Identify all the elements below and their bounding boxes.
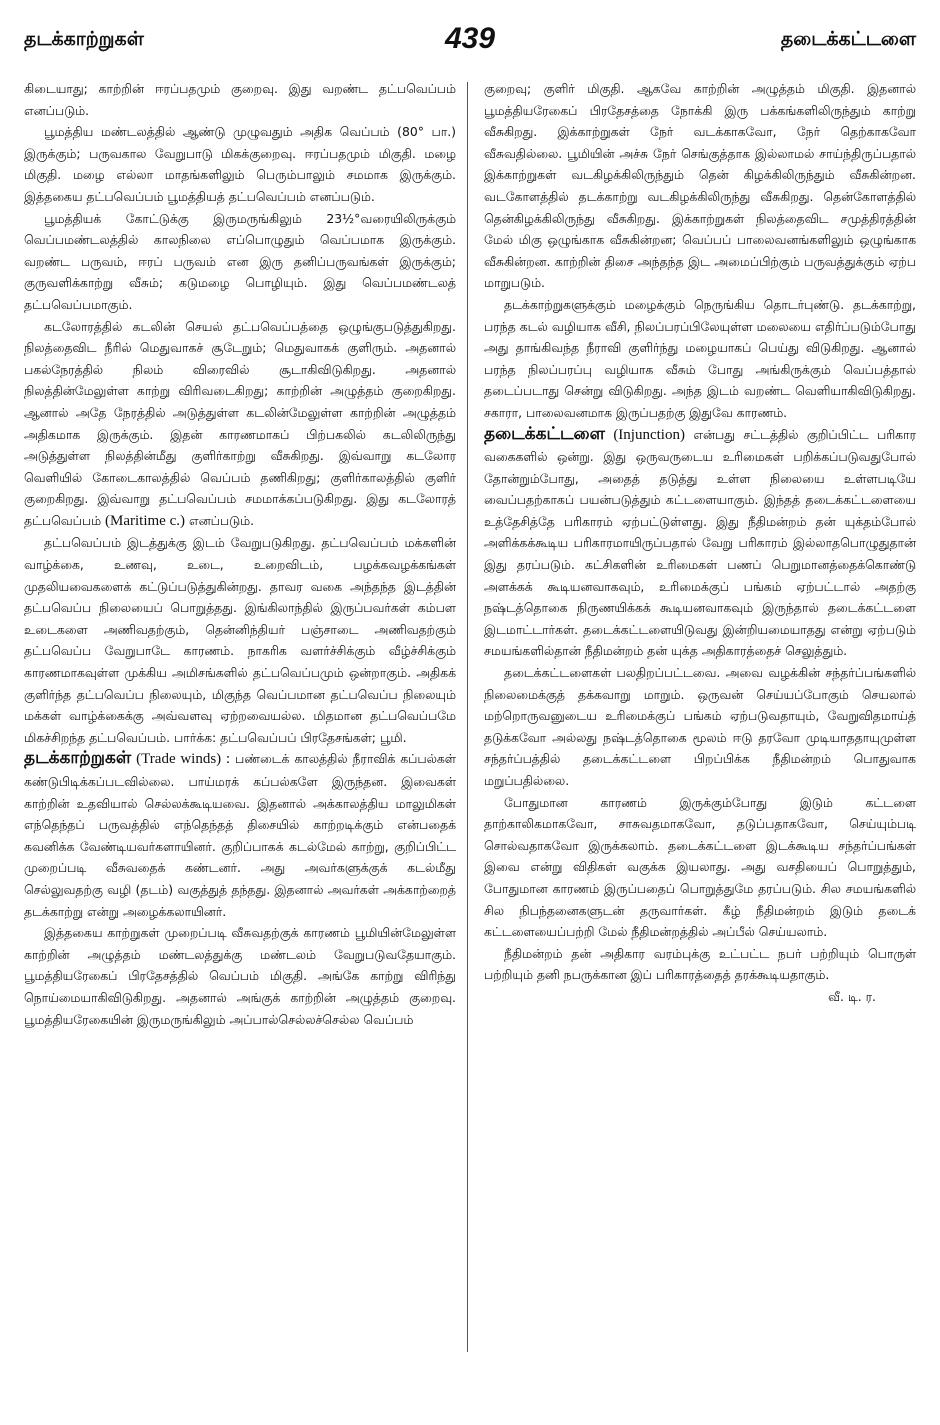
paragraph: தடக்காற்றுகளுக்கும் மழைக்கும் நெருங்கிய தொடர்புண்டு. தடக்காற்று, பரந்த கடல் வழியாக வீசி, நிலப்பரப்பிலேயுள்ள மலையை எதிர்ப்படும்போது அது தாங்கிவந்த நீராவி குளிர்ந்து மழையாகப் பெய்து விடுகிறது. ஆனால் பரந்த நிலப்பரப்பு வழியாக வீசும் போது அங்கிருக்கும் வெப்பத்தால் தடைப்படாது சென்று விடுகிறது. அந்த இடம் வறண்ட வெளியாகிவிடுகிறது. சகாரா, பாலைவனமாக இருப்பதற்கு இதுவே காரணம்.: [484, 296, 916, 420]
paragraph: போதுமான காரணம் இருக்கும்போது இடும் கட்டளை தாற்காலிகமாகவோ, சாசுவதமாகவோ, தடுப்பதாகவோ, செய்யும்படி சொல்வதாகவோ இருக்கலாம். தடைக்கட்டளை இடக்கூடிய சந்தர்ப்பங்கள் இவை என்று விதிகள் வகுக்க இயலாது. அது வசதியைப் பொறுத்தும், போதுமான காரணம் இருப்பதைப் பொறுத்துமே தரப்படும். சில சமயங்களில் சில நிபந்தனைகளுடன் தருவார்கள். கீழ் நீதிமன்றம் இடும் தடைக் கட்டளையைப்பற்றி மேல் நீதிமன்றத்தில் அப்பீல் செய்யலாம்.: [484, 794, 916, 940]
paragraph-text: பண்டைக் காலத்தில் நீராவிக் கப்பல்கள் கண்டுபிடிக்கப்படவில்லை. பாய்மரக் கப்பல்களே இருந்தன. இவைகள் காற்றின் உதவியால் செல்லக்கூடியவை. இதனால் அக்காலத்திய மாலுமிகள் எந்தெந்தப் பருவத்தில் எந்தெந்தத் திசையில் காற்றடிக்கும் என்பதைக் கவனிக்க வேண்டியவர்களாயினர். குறிப்பாகக் கடல்மேல் காற்று, குறிப்பிட்ட முறைப்படி வீசுவதைக் கண்டனர். அது அவர்களுக்குக் கடல்மீது செல்லுவதற்கு வழி (தடம்) வகுத்துத் தந்தது. இதனால் அவர்கள் அக்காற்றைத் தடக்காற்று என்று அழைக்கலாயினர்.: [24, 751, 456, 919]
paragraph: பூமத்தியக் கோட்டுக்கு இருமருங்கிலும் 23½°வரையிலிருக்கும் வெப்பமண்டலத்தில் காலநிலை எப்பொழுதும் வெப்பமாக இருக்கும். வறண்ட பருவம், ஈரப் பருவம் என இரு தனிப்பருவங்கள் இருக்கும்; குருவளிக்காற்று வீசும்; கடுமழை பொழியும். இது வெப்பமண்டலத் தட்பவெப்பமாகும்.: [24, 210, 456, 312]
page-number: 439: [444, 22, 496, 55]
entry-headword: தடக்காற்றுகள்: [24, 748, 132, 769]
paragraph: பூமத்திய மண்டலத்தில் ஆண்டு முழுவதும் அதிக வெப்பம் (80° பா.) இருக்கும்; பருவகால வேறுபாடு மிகக்குறைவு. ஈரப்பதமும் மிகுதி. மழை மிகுதி. மழை எல்லா மாதங்களிலும் பெரும்பாலும் சமமாக இருக்கும். இத்தகைய தட்பவெப்பம் பூமத்தியத் தட்பவெப்பம் எனப்படும்.: [24, 124, 456, 204]
entry-paragraph: [484, 424, 916, 663]
paragraph: இத்தகைய காற்றுகள் முறைப்படி வீசுவதற்குக் காரணம் பூமியின்மேலுள்ள காற்றின் அழுத்தம் மண்டலத்துக்கு மண்டலம் வேறுபடுவதேயாகும். பூமத்தியரேகைப் பிரதேசத்தில் வெப்பம் மிகுதி. அங்கே காற்று விரிந்து நொய்மையாகிவிடுகிறது. அதனால் அங்குக் காற்றின் அழுத்தம் குறைவு. பூமத்தியரேகையின் இருமருங்கிலும் அப்பால்செல்லச்செல்ல வெப்பம்: [24, 925, 456, 1027]
paragraph: [24, 316, 456, 533]
right-column: [484, 78, 916, 1008]
running-head-right: தடைக்கட்டளை: [780, 28, 916, 50]
page-header: [24, 22, 916, 68]
entry-headword: தடைக்கட்டளை: [484, 423, 605, 444]
entry-latin-term: (Injunction): [613, 426, 685, 443]
paragraph: தடைக்கட்டளைகள் பலதிறப்பட்டவை. அவை வழக்கின் சந்தர்ப்பங்களில் நிலைமைக்குத் தக்கவாறு மாறும். ஒருவன் செய்யப்போகும் செயலால் மற்றொருவனுடைய உரிமைக்குப் பங்கம் ஏற்படுவதாயும், வேறுவிதமாய்த் தடுக்கவோ அல்லது நஷ்டத்தொகை மூலம் ஈடு தரவோ முடியாததாயுமுள்ள சந்தர்ப்பத்தில் தடைக்கட்டளை பிறப்பிக்க நீதிமன்றம் பொதுவாக மறுப்பதில்லை.: [484, 665, 916, 788]
left-column: [24, 78, 456, 1030]
paragraph: கிடையாது; காற்றின் ஈரப்பதமும் குறைவு. இது வறண்ட தட்பவெப்பம் எனப்படும்.: [24, 81, 456, 118]
paragraph: [484, 943, 916, 1004]
paragraph: குறைவு; குளிர் மிகுதி. ஆகவே காற்றின் அழுத்தம் மிகுதி. இதனால் பூமத்தியரேகைப் பிரதேசத்தை நோக்கி இரு பக்கங்களிலிருந்தும் காற்று வீசுகிறது. இக்காற்றுகள் நேர் வடக்காகவோ, நேர் தெற்காகவோ வீசுவதில்லை. பூமியின் அச்சு நேர் செங்குத்தாக இல்லாமல் சாய்ந்திருப்பதால் இக்காற்றுகள் வடகிழக்கிலிருந்தும் தென் கிழக்கிலிருந்தும் வீசுகின்றன. வடகோளத்தில் தடக்காற்று வடகிழக்கிலிருந்து வீசுகிறது. தென்கோளத்தில் தென்கிழக்கிலிருந்து வீசுகிறது. இக்காற்றுகள் நிலத்தைவிட சமுத்திரத்தின் மேல் மிகு ஒழுங்காக வீசுகின்றன; வெப்பப் பாலைவனங்களிலும் ஒழுங்காக வீசுகின்றன. காற்றின் திசை அந்தந்த இட அமைப்பிற்கும் பருவத்துக்கும் ஏற்ப மாறுபடும்.: [484, 81, 916, 291]
entry-latin-term: (Trade winds) :: [136, 751, 231, 768]
author-initials: வீ. டி. ர.: [828, 988, 876, 1004]
paragraph-text: நீதிமன்றம் தன் அதிகார வரம்புக்கு உட்பட்ட நபர் பற்றியும் பொருள் பற்றியும் தனி நபருக்கான இப் பரிகாரத்தைத் தரக்கூடியதாகும்.: [484, 945, 916, 983]
paragraph-text: கடலோரத்தில் கடலின் செயல் தட்பவெப்பத்தை ஒழுங்குபடுத்துகிறது. நிலத்தைவிட நீரில் மெதுவாகச் சூடேறும்; மெதுவாகக் குளிரும். அதனால் பகல்நேரத்தில் நிலம் விரைவில் சூடாகிவிடுகிறது. அதனால் நிலத்தின்மேலுள்ள காற்று விரிவடைகிறது; காற்றின் அழுத்தம் குறைகிறது. ஆனால் அதே நேரத்தில் அடுத்துள்ள கடலின்மேலுள்ள காற்றின் அழுத்தம் அதிகமாக இருக்கும். இதன் காரணமாகப் பிற்பகலில் கடலிலிருந்து அடுத்துள்ள நிலத்தின்மீது குளிர்காற்று வீசுகிறது. இவ்வாறு கடலோர வெளியில் கோடைகாலத்தில் வெப்பம் தணிகிறது; குளிர்காலத்தில் குளிர் குறைகிறது. இவ்வாறு தட்பவெப்பம் சமமாக்கப்படுகிறது. இது கடலோரத் தட்பவெப்பம்: [24, 318, 456, 528]
entry-paragraph: [24, 748, 456, 922]
paragraph-text: எனப்படும்.: [188, 512, 255, 528]
column-divider: [467, 82, 468, 1352]
paragraph-text: என்பது சட்டத்தில் குறிப்பிட்ட பரிகார வகைகளில் ஒன்று. இது ஒருவருடைய உரிமைகள் பறிக்கப்படுவதுபோல் தோன்றும்போது, அதைத் தடுத்து உள்ள நிலையை உள்ளபடியே வைப்பதற்காகப் பயன்படுத்தும் கட்டளையாகும். இந்தத் தடைக்கட்டளையை உத்தேசித்தே பரிகாரம் ஏற்பட்டுள்ளது. இது நீதிமன்றம் தன் யுக்தம்போல் அளிக்கக்கூடிய பரிகாரமாயிருப்பதால் வேறு பரிகாரம் இல்லாதபொழுதுதான் இது தரப்படும். கட்சிகளின் உரிமைகள் பணப் பெறுமானத்தைக்கொண்டு அளக்கக் கூடியனவாகவும், உரிமைக்குப் பங்கம் ஏற்பட்டால் அதற்கு நஷ்டத்தொகை நிருணயிக்கக் கூடியனவாகவும் இருந்தால் தடைக்கட்டளை இடமாட்டார்கள். தடைக்கட்டளையிடுவது இன்றியமையாதது என்று ஏற்படும் சமயங்களில்தான் நீதிமன்றம் தன் யுக்த அதிகாரத்தைச் செலுத்தும்.: [484, 426, 916, 659]
paragraph: தட்பவெப்பம் இடத்துக்கு இடம் வேறுபடுகிறது. தட்பவெப்பம் மக்களின் வாழ்க்கை, உணவு, உடை, உறைவிடம், பழக்கவழக்கங்கள் முதலியவைகளைக் கட்டுப்படுத்துகின்றது. தாவர வகை அந்தந்த இடத்தின் தட்பவெப்ப நிலையைப் பொறுத்தது. இங்கிலாந்தில் இருப்பவர்கள் கம்பள உடைகளை அணிவதற்கும், தென்னிந்தியர் பஞ்சாடை அணிவதற்கும் தட்பவெப்ப வேறுபாடே காரணம். நாகரிக வளர்ச்சிக்கும் வீழ்ச்சிக்கும் காரணமாகவுள்ள முக்கிய அமிசங்களில் தட்பவெப்பமும் ஒன்றாகும். அதிகக் குளிர்ந்த தட்பவெப்ப நிலையும், மிகுந்த வெப்பமான தட்பவெப்ப நிலையும் மக்கள் வாழ்க்கைக்கு அவ்வளவு ஏற்றவையல்ல. மிதமான தட்பவெப்பமே மிகச்சிறந்த தட்பவெப்பம். பார்க்க: தட்பவெப்பப் பிரதேசங்கள்; பூமி.: [24, 535, 456, 745]
running-head-left: தடக்காற்றுகள்: [24, 28, 144, 50]
latin-term: (Maritime c.): [105, 512, 185, 529]
